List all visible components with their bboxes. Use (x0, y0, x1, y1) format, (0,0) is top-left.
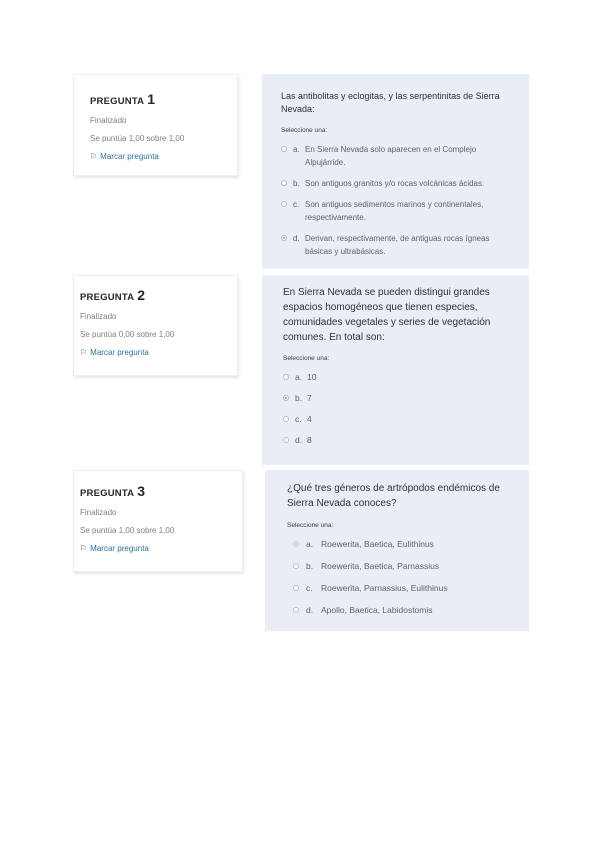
question-2-header (80, 287, 237, 303)
question-1-info (73, 74, 238, 176)
question-3-option-d[interactable] (287, 604, 515, 617)
option-text: Son antiguos sedimentos marinos y continentales, respectivamente. (305, 200, 484, 222)
radio-button[interactable] (283, 374, 289, 380)
question-2-label: PREGUNTA (80, 292, 135, 303)
option-text: Roewerita, Parnassius, Eulithinus (321, 583, 448, 593)
option-letter: b. (306, 561, 314, 571)
option-text: En Sierra Nevada solo aparecen en el Complejo Alpujárride. (305, 145, 477, 167)
question-3-option-b[interactable] (287, 560, 515, 573)
radio-button[interactable] (293, 585, 299, 591)
option-letter: d. (306, 605, 314, 615)
question-3-info (73, 470, 243, 572)
question-2-score: Se puntúa 0,00 sobre 1,00 (80, 330, 175, 339)
question-3-options (287, 538, 515, 617)
option-letter: b. (293, 179, 300, 188)
option-text: Roewerita, Baetica, Parnassius (321, 561, 440, 571)
option-letter: a. (293, 145, 300, 154)
option-text: Derivan, respectivamente, de antiguas rocas ígneas básicas y ultrabásicas. (305, 234, 490, 256)
question-1-label: PREGUNTA (90, 96, 145, 107)
option-text: Son antiguos granitos y/o rocas volcánicas ácidas. (305, 179, 485, 188)
radio-button[interactable] (293, 607, 299, 613)
question-2-option-a[interactable] (283, 371, 515, 384)
flag-question-1-label: Marcar pregunta (100, 152, 159, 161)
option-letter: c. (293, 200, 300, 209)
question-3-label: PREGUNTA (80, 488, 135, 499)
option-text: Apollo, Baetica, Labidostomis (321, 605, 433, 615)
question-2-number: 2 (137, 287, 146, 303)
option-letter: a. (306, 539, 314, 549)
radio-button[interactable] (281, 235, 287, 241)
question-2-text: En Sierra Nevada se pueden distingui grandes espacios homogéneos que tienen especies, comunidades vegetales y series de vegetación comunes. En total son: (283, 287, 491, 343)
question-3-option-a[interactable] (287, 538, 515, 551)
flag-question-2-label: Marcar pregunta (90, 348, 149, 357)
question-2-option-b[interactable] (283, 392, 515, 405)
option-text: 4 (307, 414, 312, 424)
question-2-status: Finalizado (80, 312, 117, 321)
option-letter: d. (293, 234, 300, 243)
radio-button[interactable] (281, 180, 287, 186)
question-1-text: Las antibolitas y eclogitas, y las serpentinitas de Sierra Nevada: (281, 91, 500, 114)
question-1-option-b[interactable] (281, 177, 515, 190)
question-3-content (265, 470, 529, 631)
flag-icon: ⚐ (80, 348, 88, 357)
radio-button[interactable] (281, 201, 287, 207)
question-2-option-c[interactable] (283, 413, 515, 426)
question-3-option-c[interactable] (287, 582, 515, 595)
question-1-content (262, 74, 529, 269)
question-1-header (90, 91, 237, 107)
question-3-text: ¿Qué tres géneros de artrópodos endémicos de Sierra Nevada conoces? (287, 483, 500, 509)
question-1-option-a[interactable] (281, 143, 515, 169)
option-text: Roewerita, Baetica, Eulithinus (321, 539, 434, 549)
flag-icon: ⚐ (90, 152, 98, 161)
option-letter: b. (295, 393, 303, 403)
question-1-number: 1 (147, 91, 156, 107)
radio-button[interactable] (281, 146, 287, 152)
option-letter: c. (295, 414, 302, 424)
question-1-option-c[interactable] (281, 198, 515, 224)
question-2-options (283, 371, 515, 447)
option-text: 8 (307, 435, 312, 445)
question-3-status: Finalizado (80, 508, 117, 517)
question-1-score: Se puntúa 1,00 sobre 1,00 (90, 134, 185, 143)
question-3-prompt: Seleccione una: (287, 522, 334, 529)
radio-button[interactable] (293, 541, 299, 547)
question-3-score: Se puntúa 1,00 sobre 1,00 (80, 526, 175, 535)
flag-question-3-link[interactable] (80, 544, 242, 553)
option-letter: a. (295, 372, 303, 382)
question-1-status: Finalizado (90, 116, 127, 125)
question-2-option-d[interactable] (283, 434, 515, 447)
question-3-number: 3 (137, 483, 146, 499)
flag-question-3-label: Marcar pregunta (90, 544, 149, 553)
radio-button[interactable] (283, 437, 289, 443)
flag-icon: ⚐ (80, 544, 88, 553)
question-1-options (281, 143, 515, 258)
question-1-prompt: Seleccione una: (281, 127, 328, 134)
option-letter: c. (306, 583, 313, 593)
radio-button[interactable] (283, 395, 289, 401)
question-2-info (73, 275, 238, 376)
question-2-prompt: Seleccione una: (283, 355, 330, 362)
flag-question-1-link[interactable] (90, 152, 237, 161)
option-text: 7 (307, 393, 312, 403)
question-2-content (262, 275, 529, 465)
option-letter: d. (295, 435, 303, 445)
flag-question-2-link[interactable] (80, 348, 237, 357)
option-text: 10 (307, 372, 317, 382)
radio-button[interactable] (293, 563, 299, 569)
radio-button[interactable] (283, 416, 289, 422)
question-3-header (80, 483, 242, 499)
question-1-option-d[interactable] (281, 232, 515, 258)
